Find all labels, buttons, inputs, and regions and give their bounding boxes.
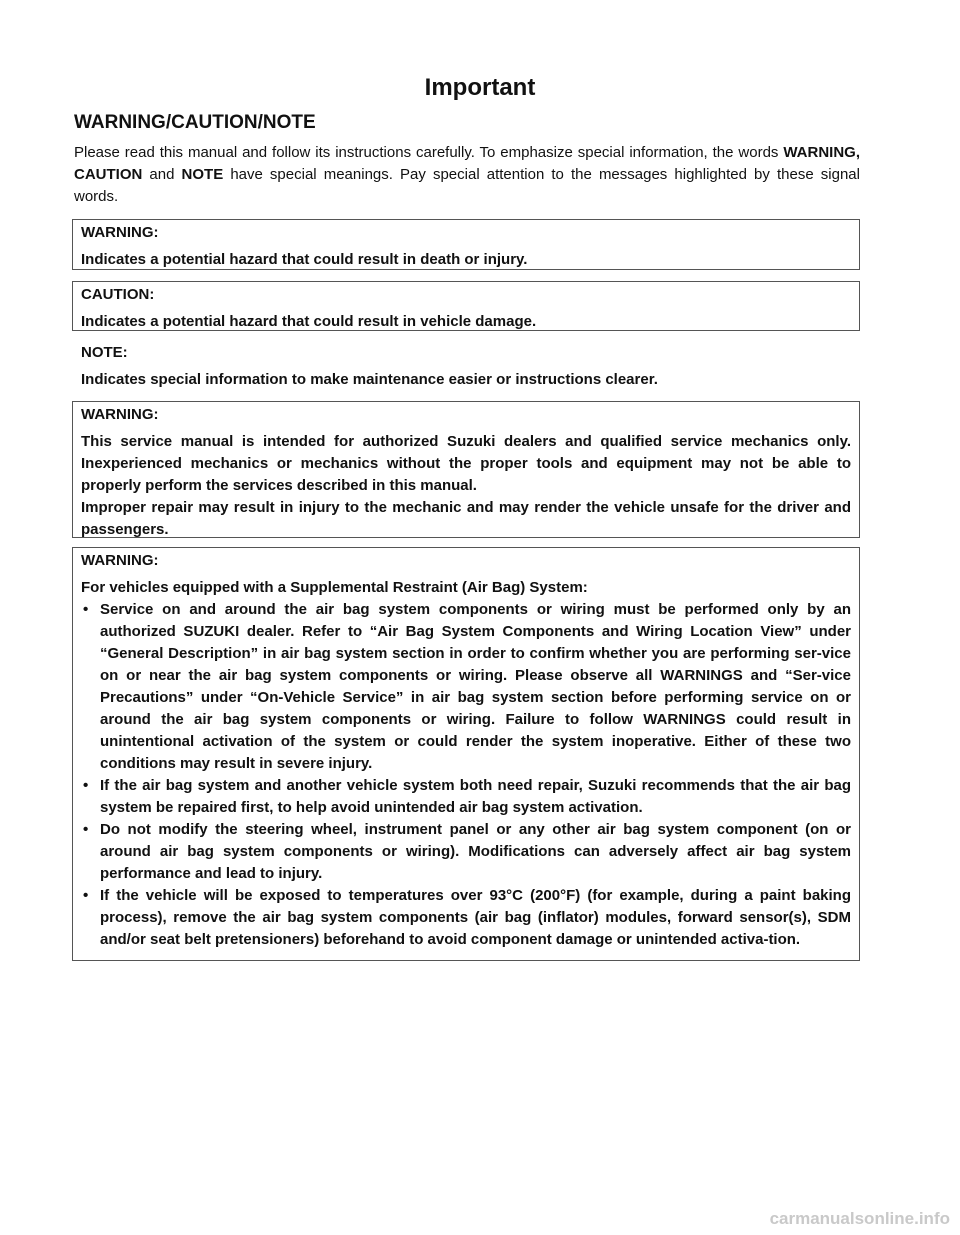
- bullet-text: If the air bag system and another vehicle system both need repair, Suzuki recommends that the air bag system be repaired first, to help avoid unintended air bag system activation.: [100, 777, 851, 816]
- warning-text-improper-repair: Improper repair may result in injury to the mechanic and may render the vehicle unsafe for the driver and passengers.: [81, 499, 851, 538]
- intro-text-2: and: [142, 166, 182, 183]
- list-item: [81, 599, 851, 775]
- warning-label: WARNING:: [81, 552, 159, 569]
- note-label: NOTE:: [81, 344, 128, 361]
- intro-bold-note: NOTE: [181, 166, 224, 183]
- air-bag-bullet-list: [81, 599, 851, 951]
- bullet-text: Service on and around the air bag system components or wiring must be performed only by an authorized SUZUKI dealer. Refer to “Air Bag System Components and Wiring Location View” under “General Description” in air bag system section in order to confirm whether you are performing ser-vice on or near the air bag system components or wiring. Please observe all WARNINGS and “Ser-vice Precautions” under “On-Vehicle Service” in air bag system section before performing service on or around the air bag system components or wiring. Failure to follow WARNINGS could result in unintentional activation of the system or could render the system inoperative. Either of these two conditions may result in severe injury.: [100, 601, 851, 772]
- warning-box-hazard: [72, 219, 860, 270]
- note-text: Indicates special information to make maintenance easier or instructions clearer.: [81, 371, 658, 388]
- caution-label: CAUTION:: [81, 286, 155, 303]
- bullet-text: If the vehicle will be exposed to temperatures over 93°C (200°F) (for example, during a paint baking process), remove the air bag system components (air bag (inflator) modules, forward sensor(s), SDM and/or seat belt pretensioners) beforehand to avoid component damage or unintended activa-tion.: [100, 887, 851, 948]
- caution-text: Indicates a potential hazard that could result in vehicle damage.: [81, 313, 537, 330]
- bullet-icon: •: [83, 821, 89, 838]
- bullet-icon: •: [83, 601, 89, 618]
- warning-box-service-manual: [72, 401, 860, 538]
- list-item: [81, 775, 851, 819]
- warning-text: Indicates a potential hazard that could result in death or injury.: [81, 251, 528, 268]
- intro-paragraph: [74, 142, 860, 208]
- list-item: [81, 885, 851, 951]
- warning-label: WARNING:: [81, 224, 159, 241]
- air-bag-intro: For vehicles equipped with a Supplemental Restraint (Air Bag) System:: [81, 579, 588, 596]
- list-item: [81, 819, 851, 885]
- page-title: Important: [424, 74, 536, 101]
- warning-box-air-bag: [72, 547, 860, 961]
- note-block: [81, 342, 861, 391]
- warning-text-intended-audience: This service manual is intended for authorized Suzuki dealers and qualified service mechanics only. Inexperienced mechanics or mechanics without the proper tools and equipment may not be able to properly perform the services described in this manual.: [81, 433, 851, 494]
- watermark: carmanualsonline.info: [769, 1209, 950, 1228]
- caution-box: [72, 281, 860, 331]
- bullet-icon: •: [83, 887, 89, 904]
- warning-label: WARNING:: [81, 406, 159, 423]
- section-heading: WARNING/CAUTION/NOTE: [74, 112, 316, 133]
- bullet-icon: •: [83, 777, 89, 794]
- intro-bold-signal-words: WARNING, CAUTION: [74, 144, 860, 183]
- intro-text-1: Please read this manual and follow its instructions carefully. To emphasize special information, the words: [74, 144, 784, 161]
- bullet-text: Do not modify the steering wheel, instrument panel or any other air bag system component (on or around air bag system components or wiring). Modifications can adversely affect air bag system performance and lead to injury.: [100, 821, 851, 882]
- intro-text-3: have special meanings. Pay special attention to the messages highlighted by these signal words.: [74, 166, 860, 205]
